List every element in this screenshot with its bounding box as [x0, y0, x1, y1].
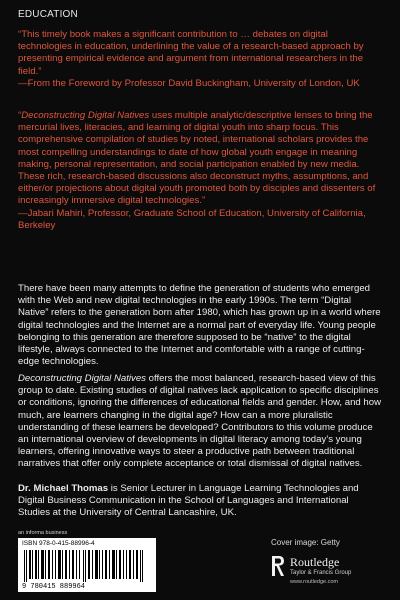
publisher-group: Taylor & Francis Group — [290, 570, 352, 576]
quote-1-attribution: —From the Foreword by Professor David Buckingham, University of London, UK — [18, 77, 360, 89]
publisher-name: Routledge — [290, 555, 340, 569]
cover-image-credit: Cover image: Getty — [271, 538, 340, 547]
informa-note: an informa business — [18, 530, 68, 536]
quote-2-text — [18, 110, 380, 208]
quote-2-open-mark: “ — [18, 110, 22, 121]
isbn-barcode-box — [18, 538, 156, 592]
description-paragraph-2 — [18, 373, 382, 471]
endorsement-quote-2 — [18, 110, 380, 232]
endorsement-quote-1 — [18, 29, 380, 90]
barcode-icon — [22, 550, 152, 590]
description-paragraph-1: There have been many attempts to define the generation of students who emerged with the Web and new digital technologies in the early 1990s. The term “Digital Native” refers to the generation born after 1980, which has grown up in a world where digital technologies and the Internet are a normal part of everyday life. Young people belonging to this generation are therefore supposed to be “native” to the digital lifestyle, always connected to the Internet and comfortable with a range of cutting-edge technologies. — [18, 283, 381, 368]
desc-2-book-title: Deconstructing Digital Natives — [18, 373, 146, 384]
publisher-url: www.routledge.com — [290, 579, 338, 585]
author-name: Dr. Michael Thomas — [18, 483, 109, 494]
publisher-logo — [270, 553, 390, 593]
category-label: EDUCATION — [18, 9, 78, 20]
desc-2-body: offers the most balanced, research-based view of this group to date. Existing studies of digital natives lack application to specific disciplines or conditions, ignoring the differences of educational fields and gender. How, and how much, are learners changing in the digital age? How can a more pluralistic understanding of these learners be developed? Contributors to this volume produce an international overview of developments in digital literacy among today’s young learners, offering innovative ways to steer a productive path between traditional narratives that offer only complete acceptance or total dismissal of digital natives. — [18, 373, 382, 470]
routledge-r-icon — [270, 555, 286, 577]
author-bio-body: is Senior Lecturer in Language Learning Technologies and Digital Business Communication in the School of Languages and International Studies at the University of Central Lancashire, UK. — [18, 483, 359, 519]
author-bio — [18, 483, 382, 520]
barcode-digits: 9 780415 889964 — [22, 583, 86, 590]
quote-1-text: “This timely book makes a significant contribution to … debates on digital technologies in education, underlining the value of a research-based approach by presenting empirical evidence and argument from international researchers in the field.” — [18, 29, 364, 77]
quote-2-book-title: Deconstructing Digital Natives — [21, 110, 150, 121]
isbn-number: ISBN 978-0-415-88996-4 — [22, 540, 95, 547]
quote-2-attribution: —Jabari Mahiri, Professor, Graduate School of Education, University of California, Berkeley — [18, 207, 366, 231]
quote-2-body: uses multiple analytic/descriptive lenses to bring the mercurial lives, literacies, and learning of digital youth into sharp focus. This comprehensive compilation of studies by noted, international scholars provides the most compelling understandings to date of how global youth engage in meaning making, personal representation, and social participation enabled by new media. These rich, research-based discussions also deconstruct myths, assumptions, and either/or projections about digital youth promoted both by disciples and dissenters of increasingly immersive digital technologies.” — [18, 110, 376, 207]
